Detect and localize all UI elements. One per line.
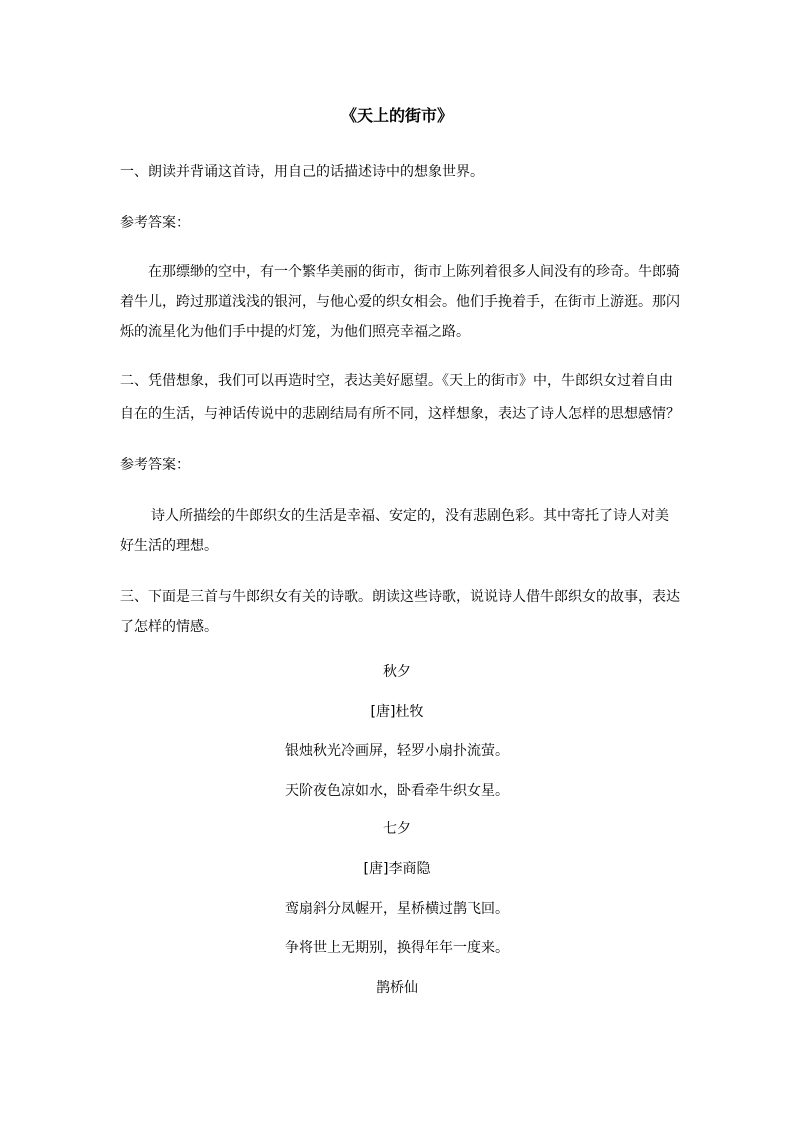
question-3-line-2: 了怎样的情感。 [120,619,218,635]
question-2-line-1: 二、凭借想象，我们可以再造时空，表达美好愿望。《天上的街市》中，牛郎织女过着自由 [120,373,673,389]
question-3-line-1: 三、下面是三首与牛郎织女有关的诗歌。朗读这些诗歌，说说诗人借牛郎织女的故事，表达 [120,589,680,605]
answer-2-line-1: 诗人所描绘的牛郎织女的生活是幸福、安定的，没有悲剧色彩。其中寄托了诗人对美 [151,508,669,524]
poem-2-title: 七夕 [383,821,411,837]
answer-2-line-2: 好生活的理想。 [120,538,218,554]
question-1: 一、朗读并背诵这首诗，用自己的话描述诗中的想象世界。 [120,164,484,180]
poem-1-title: 秋夕 [383,664,411,680]
poem-1-line-1: 银烛秋光冷画屏，轻罗小扇扑流萤。 [285,743,509,759]
poem-1-line-2: 天阶夜色凉如水，卧看牵牛织女星。 [285,783,509,799]
document-title: 《天上的街市》 [340,106,453,125]
answer-1-line-2: 着牛儿，跨过那道浅浅的银河，与他心爱的织女相会。他们手挽着手，在街市上游逛。那闪 [120,294,680,310]
poem-2-line-1: 鸾扇斜分凤幄开，星桥横过鹊飞回。 [285,901,509,917]
question-2-line-2: 自在的生活，与神话传说中的悲剧结局有所不同，这样想象，表达了诗人怎样的思想感情？ [120,406,680,422]
poem-1-author: [唐]杜牧 [370,704,424,720]
poem-3-title: 鹊桥仙 [376,980,418,996]
poem-2-author: [唐]李商隐 [363,861,431,877]
answer-label-1: 参考答案： [120,215,190,231]
poem-2-line-2: 争将世上无期别，换得年年一度来。 [285,940,509,956]
answer-1-line-1: 在那缥缈的空中，有一个繁华美丽的街市，街市上陈列着很多人间没有的珍奇。牛郎骑 [148,264,680,280]
answer-label-2: 参考答案： [120,457,190,473]
answer-1-line-3: 烁的流星化为他们手中提的灯笼，为他们照亮幸福之路。 [120,324,470,340]
